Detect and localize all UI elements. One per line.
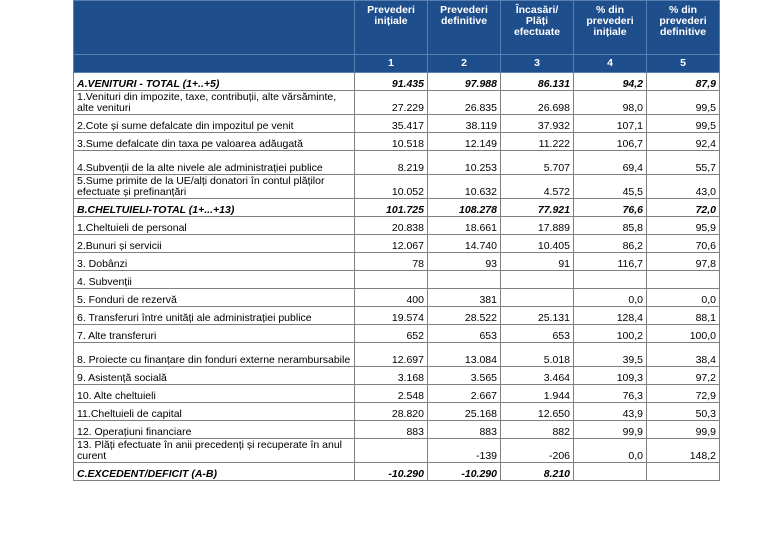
cell-col-5: 0,0: [647, 289, 720, 307]
cell-col-1: 2.548: [355, 385, 428, 403]
cell-col-3: 86.131: [501, 73, 574, 91]
cell-col-1: 20.838: [355, 217, 428, 235]
cell-col-4: 107,1: [574, 115, 647, 133]
cell-col-4: 76,6: [574, 199, 647, 217]
header-prevederi-initiale: Prevederi inițiale: [355, 1, 428, 55]
cell-col-5: 72,9: [647, 385, 720, 403]
cell-col-1: -10.290: [355, 463, 428, 481]
cell-col-2: 25.168: [428, 403, 501, 421]
cell-col-4: 106,7: [574, 133, 647, 151]
table-body: [74, 73, 720, 481]
budget-execution-table: [73, 0, 720, 481]
cell-col-3: 11.222: [501, 133, 574, 151]
cell-col-3: 882: [501, 421, 574, 439]
header-incasari-plati: Încasări/ Plăți efectuate: [501, 1, 574, 55]
table-row: [74, 403, 720, 421]
cell-col-1: 652: [355, 325, 428, 343]
table-row: [74, 271, 720, 289]
table-row: [74, 91, 720, 115]
row-label: C.EXCEDENT/DEFICIT (A-B): [74, 463, 355, 481]
cell-col-5: 99,9: [647, 421, 720, 439]
cell-col-5: 70,6: [647, 235, 720, 253]
cell-col-2: -139: [428, 439, 501, 463]
cell-col-5: 99,5: [647, 91, 720, 115]
table-row: [74, 175, 720, 199]
cell-col-5: 55,7: [647, 151, 720, 175]
cell-col-5: 97,8: [647, 253, 720, 271]
cell-col-3: 1.944: [501, 385, 574, 403]
cell-col-1: 27.229: [355, 91, 428, 115]
header-index-5: 5: [647, 55, 720, 73]
cell-col-5: 99,5: [647, 115, 720, 133]
row-label: 6. Transferuri între unități ale administrației publice: [74, 307, 355, 325]
row-label: 4.Subvenții de la alte nivele ale administrației publice: [74, 151, 355, 175]
cell-col-3: 10.405: [501, 235, 574, 253]
table-row: [74, 325, 720, 343]
cell-col-2: -10.290: [428, 463, 501, 481]
cell-col-5: 100,0: [647, 325, 720, 343]
cell-col-2: 10.253: [428, 151, 501, 175]
cell-col-5: 92,4: [647, 133, 720, 151]
cell-col-3: 26.698: [501, 91, 574, 115]
row-label: 7. Alte transferuri: [74, 325, 355, 343]
cell-col-1: 10.518: [355, 133, 428, 151]
cell-col-3: [501, 289, 574, 307]
cell-col-2: 108.278: [428, 199, 501, 217]
cell-col-3: 91: [501, 253, 574, 271]
cell-col-3: 653: [501, 325, 574, 343]
cell-col-5: 97,2: [647, 367, 720, 385]
row-label: 3.Sume defalcate din taxa pe valoarea adăugată: [74, 133, 355, 151]
cell-col-2: 26.835: [428, 91, 501, 115]
cell-col-1: 400: [355, 289, 428, 307]
cell-col-3: 3.464: [501, 367, 574, 385]
table-row: [74, 199, 720, 217]
cell-col-1: [355, 439, 428, 463]
cell-col-5: 88,1: [647, 307, 720, 325]
cell-col-5: 38,4: [647, 343, 720, 367]
header-label-column: [74, 1, 355, 55]
budget-table-container: [73, 0, 719, 481]
row-label: 2.Bunuri și servicii: [74, 235, 355, 253]
cell-col-1: 101.725: [355, 199, 428, 217]
cell-col-4: 99,9: [574, 421, 647, 439]
cell-col-4: [574, 271, 647, 289]
table-row: [74, 343, 720, 367]
header-pct-definitive: % din prevederi definitive: [647, 1, 720, 55]
cell-col-3: 17.889: [501, 217, 574, 235]
cell-col-2: 653: [428, 325, 501, 343]
cell-col-5: 148,2: [647, 439, 720, 463]
cell-col-5: [647, 463, 720, 481]
cell-col-3: 12.650: [501, 403, 574, 421]
header-index-3: 3: [501, 55, 574, 73]
cell-col-2: 38.119: [428, 115, 501, 133]
cell-col-5: [647, 271, 720, 289]
cell-col-2: 28.522: [428, 307, 501, 325]
table-row: [74, 463, 720, 481]
row-label: 5. Fonduri de rezervă: [74, 289, 355, 307]
row-label: B.CHELTUIELI-TOTAL (1+...+13): [74, 199, 355, 217]
cell-col-3: 8.210: [501, 463, 574, 481]
row-label: 9. Asistență socială: [74, 367, 355, 385]
cell-col-4: [574, 463, 647, 481]
cell-col-1: 28.820: [355, 403, 428, 421]
cell-col-4: 98,0: [574, 91, 647, 115]
row-label: 5.Sume primite de la UE/alți donatori în contul plăților efectuate și prefinanțări: [74, 175, 355, 199]
cell-col-3: 5.707: [501, 151, 574, 175]
row-label: 8. Proiecte cu finanțare din fonduri externe nerambursabile: [74, 343, 355, 367]
cell-col-3: [501, 271, 574, 289]
row-label: 2.Cote și sume defalcate din impozitul pe venit: [74, 115, 355, 133]
cell-col-1: 883: [355, 421, 428, 439]
table-row: [74, 367, 720, 385]
cell-col-4: 43,9: [574, 403, 647, 421]
table-header: [74, 1, 720, 73]
cell-col-3: 25.131: [501, 307, 574, 325]
row-label: 12. Operațiuni financiare: [74, 421, 355, 439]
row-label: 13. Plăți efectuate în anii precedenți și recuperate în anul curent: [74, 439, 355, 463]
header-index-4: 4: [574, 55, 647, 73]
row-label: 3. Dobânzi: [74, 253, 355, 271]
cell-col-2: 2.667: [428, 385, 501, 403]
cell-col-1: 78: [355, 253, 428, 271]
table-row: [74, 133, 720, 151]
cell-col-5: 43,0: [647, 175, 720, 199]
cell-col-2: 13.084: [428, 343, 501, 367]
table-row: [74, 439, 720, 463]
cell-col-4: 116,7: [574, 253, 647, 271]
table-row: [74, 115, 720, 133]
cell-col-5: 95,9: [647, 217, 720, 235]
cell-col-4: 128,4: [574, 307, 647, 325]
cell-col-4: 69,4: [574, 151, 647, 175]
cell-col-4: 39,5: [574, 343, 647, 367]
cell-col-4: 109,3: [574, 367, 647, 385]
row-label: 11.Cheltuieli de capital: [74, 403, 355, 421]
header-pct-initiale: % din prevederi inițiale: [574, 1, 647, 55]
cell-col-3: 5.018: [501, 343, 574, 367]
cell-col-2: 3.565: [428, 367, 501, 385]
header-index-blank: [74, 55, 355, 73]
cell-col-5: 72,0: [647, 199, 720, 217]
cell-col-2: [428, 271, 501, 289]
cell-col-2: 93: [428, 253, 501, 271]
cell-col-4: 76,3: [574, 385, 647, 403]
table-row: [74, 421, 720, 439]
cell-col-4: 94,2: [574, 73, 647, 91]
cell-col-3: 37.932: [501, 115, 574, 133]
cell-col-2: 381: [428, 289, 501, 307]
cell-col-2: 12.149: [428, 133, 501, 151]
header-index-2: 2: [428, 55, 501, 73]
cell-col-1: 3.168: [355, 367, 428, 385]
row-label: 1.Cheltuieli de personal: [74, 217, 355, 235]
cell-col-2: 883: [428, 421, 501, 439]
cell-col-5: 50,3: [647, 403, 720, 421]
table-row: [74, 307, 720, 325]
cell-col-1: 12.067: [355, 235, 428, 253]
header-prevederi-definitive: Prevederi definitive: [428, 1, 501, 55]
row-label: 4. Subvenții: [74, 271, 355, 289]
cell-col-4: 0,0: [574, 439, 647, 463]
row-label: A.VENITURI - TOTAL (1+..+5): [74, 73, 355, 91]
cell-col-4: 100,2: [574, 325, 647, 343]
cell-col-1: 8.219: [355, 151, 428, 175]
row-label: 1.Venituri din impozite, taxe, contribuții, alte vărsăminte, alte venituri: [74, 91, 355, 115]
table-row: [74, 217, 720, 235]
cell-col-5: 87,9: [647, 73, 720, 91]
cell-col-4: 86,2: [574, 235, 647, 253]
cell-col-1: 35.417: [355, 115, 428, 133]
cell-col-1: 91.435: [355, 73, 428, 91]
row-label: 10. Alte cheltuieli: [74, 385, 355, 403]
cell-col-3: -206: [501, 439, 574, 463]
cell-col-3: 77.921: [501, 199, 574, 217]
cell-col-4: 0,0: [574, 289, 647, 307]
table-row: [74, 73, 720, 91]
cell-col-4: 45,5: [574, 175, 647, 199]
table-row: [74, 253, 720, 271]
cell-col-2: 10.632: [428, 175, 501, 199]
cell-col-2: 14.740: [428, 235, 501, 253]
table-row: [74, 235, 720, 253]
cell-col-1: 12.697: [355, 343, 428, 367]
cell-col-2: 97.988: [428, 73, 501, 91]
table-row: [74, 151, 720, 175]
cell-col-1: 10.052: [355, 175, 428, 199]
cell-col-1: 19.574: [355, 307, 428, 325]
cell-col-1: [355, 271, 428, 289]
table-row: [74, 385, 720, 403]
cell-col-3: 4.572: [501, 175, 574, 199]
header-index-1: 1: [355, 55, 428, 73]
table-row: [74, 289, 720, 307]
cell-col-2: 18.661: [428, 217, 501, 235]
cell-col-4: 85,8: [574, 217, 647, 235]
